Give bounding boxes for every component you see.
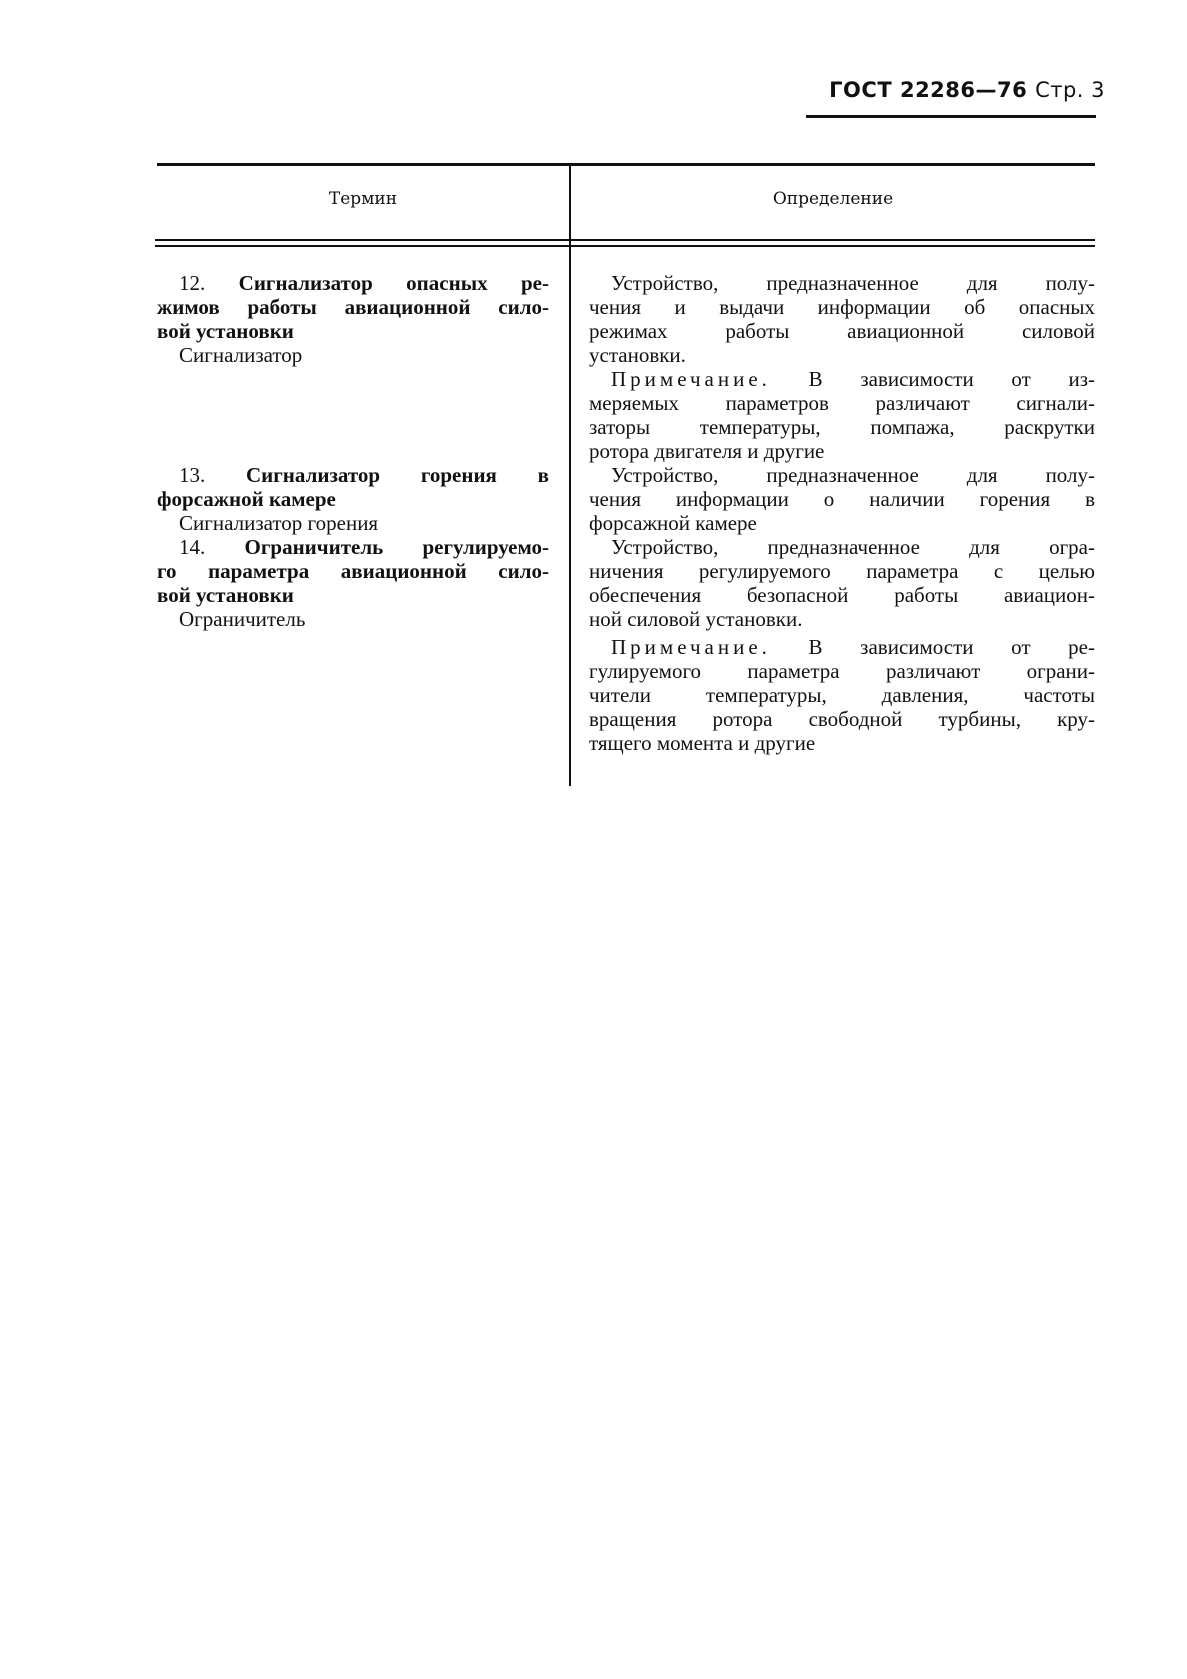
note-line: чители температуры, давления, частоты xyxy=(589,683,1095,707)
term-line: вой установки xyxy=(157,319,294,343)
term-entry-12 xyxy=(157,271,549,367)
definition-line: Устройство, предназначенное для полу- xyxy=(611,271,1095,295)
document-code: ГОСТ 22286—76 xyxy=(829,78,1028,102)
note-text: В зависимости от из- xyxy=(808,367,1096,391)
short-term: Сигнализатор горения xyxy=(179,511,379,535)
term-line xyxy=(157,271,549,295)
column-header-term: Термин xyxy=(328,189,398,209)
note-line xyxy=(589,367,1095,391)
definition-line: режимах работы авиационной силовой xyxy=(589,319,1095,343)
column-divider xyxy=(569,166,571,786)
page-header xyxy=(829,78,1105,102)
header-separator xyxy=(155,239,1095,241)
term-text: Сигнализатор опасных ре- xyxy=(238,271,549,295)
table-top-rule xyxy=(157,163,1095,166)
term-entry-14 xyxy=(157,535,549,631)
term-line: го параметра авиационной сило- xyxy=(157,559,549,583)
short-term: Сигнализатор xyxy=(179,343,303,367)
short-term: Ограничитель xyxy=(179,607,306,631)
note-line: меряемых параметров различают сигнали- xyxy=(589,391,1095,415)
definition-line: чения и выдачи информации об опасных xyxy=(589,295,1095,319)
note-line xyxy=(589,635,1095,659)
term-line xyxy=(157,463,549,487)
header-rule xyxy=(806,115,1096,118)
term-line xyxy=(157,535,549,559)
note-line: заторы температуры, помпажа, раскрутки xyxy=(589,415,1095,439)
note-label: Примечание. xyxy=(611,367,771,391)
term-number: 14. xyxy=(179,535,206,559)
term-number: 12. xyxy=(179,271,206,295)
page-number: Стр. 3 xyxy=(1035,78,1105,102)
column-header-definition: Определение xyxy=(772,189,894,209)
definition-line: установки. xyxy=(589,343,686,367)
term-line: вой установки xyxy=(157,583,294,607)
definition-entry-14 xyxy=(589,535,1095,755)
term-line: форсажной камере xyxy=(157,487,336,511)
definition-line: форсажной камере xyxy=(589,511,757,535)
term-text: Ограничитель регулируемо- xyxy=(244,535,549,559)
definition-line: Устройство, предназначенное для огра- xyxy=(611,535,1095,559)
term-text: Сигнализатор горения в xyxy=(246,463,549,487)
definition-entry-12 xyxy=(589,271,1095,463)
definition-line: ной силовой установки. xyxy=(589,607,803,631)
note-line: вращения ротора свободной турбины, кру- xyxy=(589,707,1095,731)
note-line: гулируемого параметра различают ограни- xyxy=(589,659,1095,683)
definition-line: чения информации о наличии горения в xyxy=(589,487,1095,511)
definition-line: обеспечения безопасной работы авиацион- xyxy=(589,583,1095,607)
header-separator xyxy=(155,245,1095,247)
note-text: В зависимости от ре- xyxy=(808,635,1095,659)
term-line: жимов работы авиационной сило- xyxy=(157,295,549,319)
note-line: тящего момента и другие xyxy=(589,731,816,755)
note-line: ротора двигателя и другие xyxy=(589,439,825,463)
definition-entry-13 xyxy=(589,463,1095,535)
term-number: 13. xyxy=(179,463,206,487)
term-entry-13 xyxy=(157,463,549,535)
definition-line: Устройство, предназначенное для полу- xyxy=(611,463,1095,487)
definition-line: ничения регулируемого параметра с целью xyxy=(589,559,1095,583)
note-label: Примечание. xyxy=(611,635,771,659)
